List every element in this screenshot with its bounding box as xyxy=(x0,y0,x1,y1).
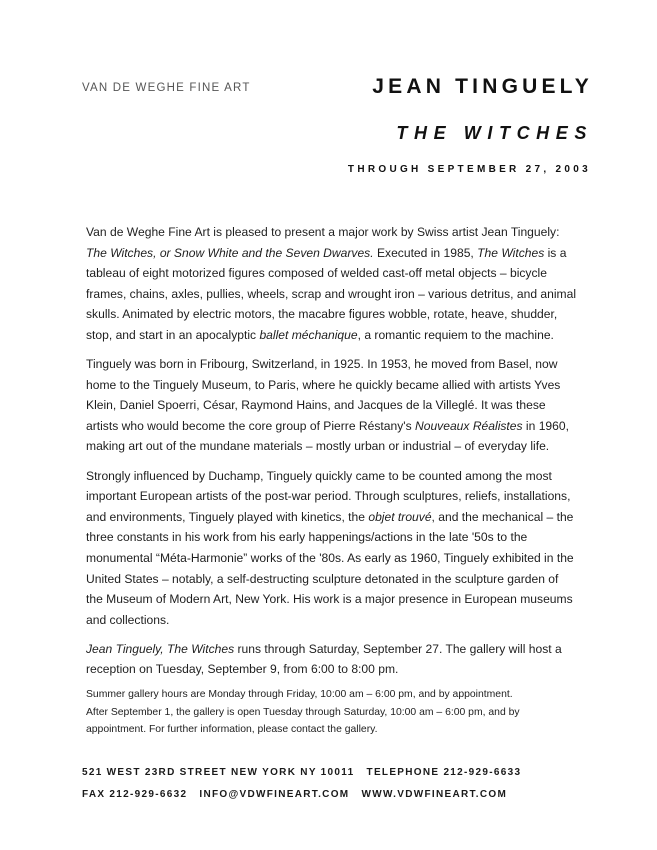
italic-title: The Witches, or Snow White and the Seven Dwarves. xyxy=(86,245,374,260)
email-link[interactable]: INFO@VDWFINEART.COM xyxy=(199,789,350,800)
italic-title: The Witches xyxy=(477,245,545,260)
footer-line-2 xyxy=(82,789,507,800)
paragraph-influence: Strongly influenced by Duchamp, Tinguely quickly came to be counted among the most important European artists of the post-war period. Through sculptures, reliefs, installations, and environments, Tinguely played with kinetics, the objet trouvé, and the mechanical – the three constants in his work from his early happenings/actions in the late '50s to the monumental “Méta-Harmonie” works of the '80s. As early as 1960, Tinguely exhibited in the United States – notably, a self-destructing sculpture detonated in the sculpture garden of the Museum of Modern Art, New York. His work is a major presence in European museums and collections. xyxy=(86,468,574,627)
italic-title: Nouveaux Réalistes xyxy=(415,418,523,433)
paragraph-biography: Tinguely was born in Fribourg, Switzerland, in 1925. In 1953, he moved from Basel, now home to the Tinguely Museum, to Paris, where he quickly became allied with artists Yves Klein, Daniel Spoerri, César, Raymond Hains, and Jacques de la Villeglé. It was these artists who would become the core group of Pierre Réstany's Nouveaux Réalistes in 1960, making art out of the mundane materials – mostly urban or industrial – of everyday life. xyxy=(86,357,569,454)
street-address: 521 WEST 23RD STREET NEW YORK NY 10011 xyxy=(82,767,355,778)
italic-title: objet trouvé xyxy=(368,509,432,524)
summer-hours: Summer gallery hours are Monday through Friday, 10:00 am – 6:00 pm, and by appointment. xyxy=(86,689,513,700)
fall-hours: After September 1, the gallery is open Tuesday through Saturday, 10:00 am – 6:00 pm, and by appointment. For further information, please contact the gallery. xyxy=(86,706,520,736)
artist-name: JEAN TINGUELY xyxy=(372,75,593,98)
gallery-name: VAN DE WEGHE FINE ART xyxy=(82,82,251,94)
exhibition-dates: THROUGH SEPTEMBER 27, 2003 xyxy=(347,164,591,175)
telephone: TELEPHONE 212-929-6633 xyxy=(366,767,522,778)
gallery-hours-note xyxy=(86,686,578,739)
paragraph-intro: Van de Weghe Fine Art is pleased to present a major work by Swiss artist Jean Tinguely: The Witches, or Snow White and the Seven Dwarves. Executed in 1985, The Witches is a tableau of eight motorized figures composed of welded cast-off metal objects – bicycle frames, chains, axles, pullies, wheels, scrap and wrought iron – various detritus, and animal skulls. Animated by electric motors, the macabre figures wobble, rotate, heave, shudder, stop, and start in an apocalyptic ballet méchanique, a romantic requiem to the machine. xyxy=(86,225,577,342)
paragraph-reception: Jean Tinguely, The Witches runs through Saturday, September 27. The gallery will host a reception on Tuesday, September 9, from 6:00 to 8:00 pm. xyxy=(86,641,562,677)
fax: FAX 212-929-6632 xyxy=(82,789,188,800)
italic-title: ballet méchanique xyxy=(259,327,358,342)
italic-title: Jean Tinguely, The Witches xyxy=(86,641,235,656)
footer-line-1 xyxy=(82,767,521,778)
website-link[interactable]: WWW.VDWFINEART.COM xyxy=(361,789,508,800)
press-release-body xyxy=(86,222,578,688)
exhibition-title: THE WITCHES xyxy=(396,123,593,143)
